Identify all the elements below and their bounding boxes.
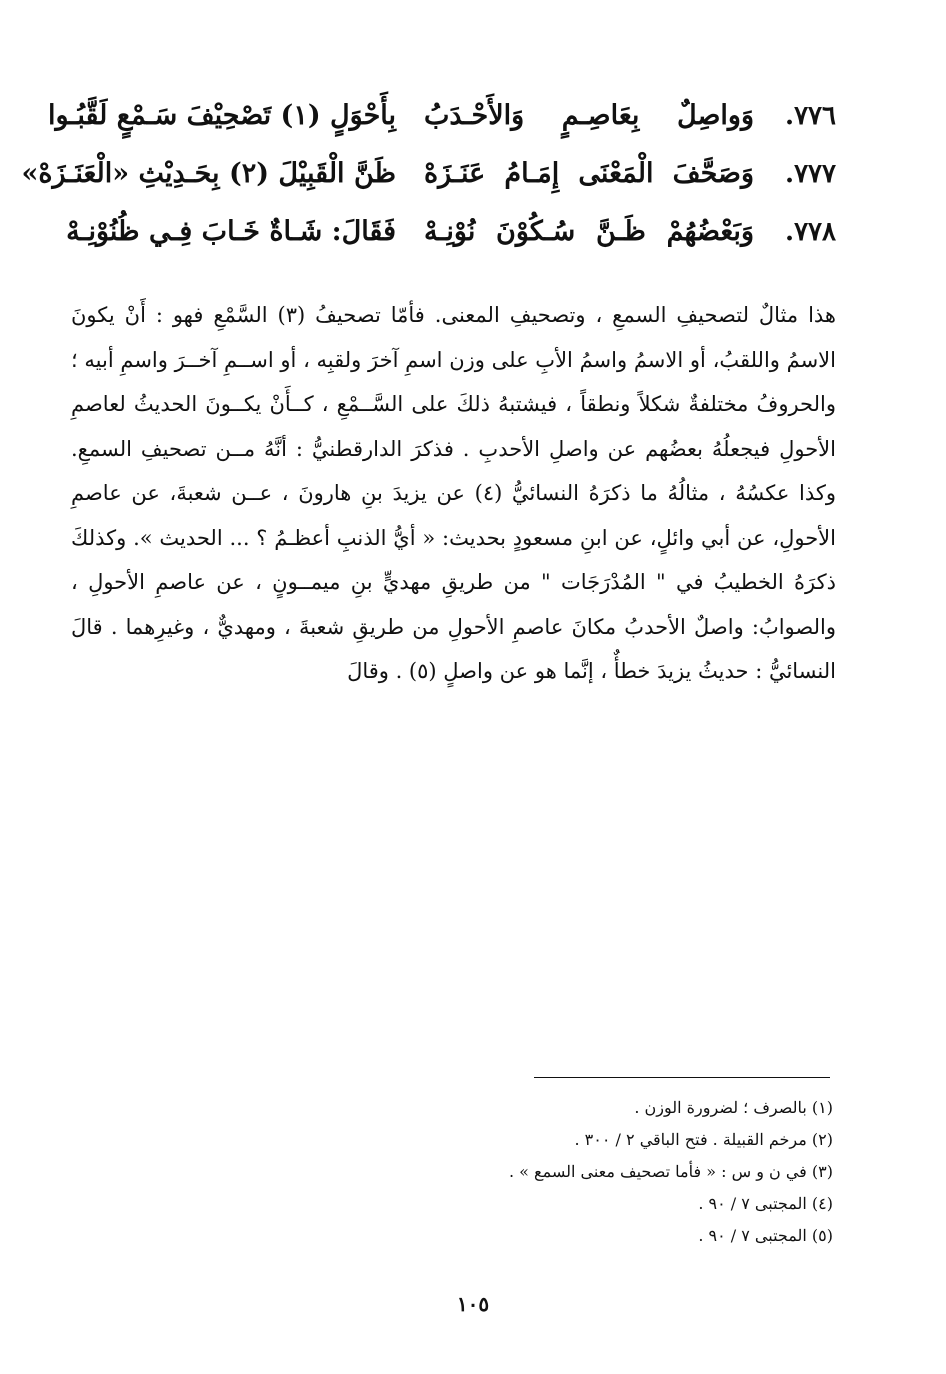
page-number: ١٠٥ bbox=[456, 1292, 490, 1316]
footnote-divider bbox=[534, 1077, 830, 1078]
verse-second-hemistich: ظَنَّ الْقَبِيْلَ (٢) بِحَـدِيْثِ «الْعَنَـزَهْ» bbox=[21, 158, 396, 189]
verse-first-hemistich: وَبَعْضُهُمْ ظَـنَّ سُـكُوْنَ نُوْنِـهْ bbox=[424, 216, 754, 247]
footnote-item: (١) بالصرف ؛ لضرورة الوزن . bbox=[634, 1098, 833, 1117]
verse-second-hemistich: بِأَحْوَلٍ (١) تَصْحِيْفَ سَـمْعٍ لَقَّبُـوا bbox=[47, 100, 396, 131]
verse-line bbox=[66, 216, 836, 274]
footnote-item: (٥) المجتبى ٧ / ٩٠ . bbox=[698, 1226, 833, 1245]
verse-number: ٧٧٧. bbox=[785, 159, 836, 189]
footnote-item: (٢) مرخم القبيلة . فتح الباقي ٢ / ٣٠٠ . bbox=[574, 1130, 833, 1149]
verse-line bbox=[21, 158, 836, 216]
footnote-item: (٤) المجتبى ٧ / ٩٠ . bbox=[698, 1194, 833, 1213]
verse-line bbox=[47, 100, 836, 158]
verse-number: ٧٧٦. bbox=[785, 101, 836, 131]
body-paragraph: هذا مثالٌ لتصحيفِ السمعِ ، وتصحيفِ المعنى. فأمّا تصحيفُ (٣) السَّمْعِ فهو : أَنْ يكونَ الاسمُ واللقبُ، أو الاسمُ واسمُ الأبِ على وزن اسمِ آخرَ ولقبِه ، أو اســمِ آخــرَ واسمِ أبيه ؛ والحروفُ مختلفةٌ شكلاً ونطقاً ، فيشتبهُ ذلكَ على السَّــمْعِ ، كــأَنْ يكــونَ الحديثُ لعاصمِ الأحولِ فيجعلُهُ بعضُهم عن واصلِ الأحدبِ . فذكرَ الدارقطنيُّ : أنَّهُ مــن تصحيفِ السمعِ. وكذا عكسُهُ ، مثالُهُ ما ذكرَهُ النسائيُّ (٤) عن يزيدَ بنِ هارونَ ، عــن شعبةَ، عن عاصمِ الأحولِ، عن أبي وائلٍ، عن ابنِ مسعودٍ بحديث: « أيُّ الذنبِ أعظـمُ ؟ ... الحديث ». وكذلكَ ذكرَهُ الخطيبُ في " المُدْرَجَات " من طريقِ مهديٍّ بنِ ميمــونٍ ، عن عاصمِ الأحولِ ، والصوابُ: واصلٌ الأحدبُ مكانَ عاصمِ الأحولِ من طريقِ شعبةَ ، ومهديٌّ ، وغيرِهما . قالَ النسائيُّ : حديثُ يزيدَ خطأٌ ، إنَّما هو عن واصلٍ (٥) . وقالَ bbox=[71, 303, 836, 683]
poem-verses bbox=[21, 100, 836, 274]
footnote-item: (٣) في ن و س : « فأما تصحيف معنى السمع » . bbox=[509, 1162, 833, 1181]
verse-second-hemistich: فَقَالَ: شَـاةٌ خَـابَ فِـي ظُنُوْنِـهْ bbox=[66, 216, 396, 247]
footnotes bbox=[133, 1096, 833, 1256]
verse-first-hemistich: وَصَحَّفَ الْمَعْنَى إِمَـامُ عَنَـزَهْ bbox=[424, 158, 754, 189]
verse-number: ٧٧٨. bbox=[785, 217, 836, 247]
verse-first-hemistich: وَواصِلٌ بِعَاصِـمٍ وَالأَحْـدَبُ bbox=[424, 100, 754, 131]
